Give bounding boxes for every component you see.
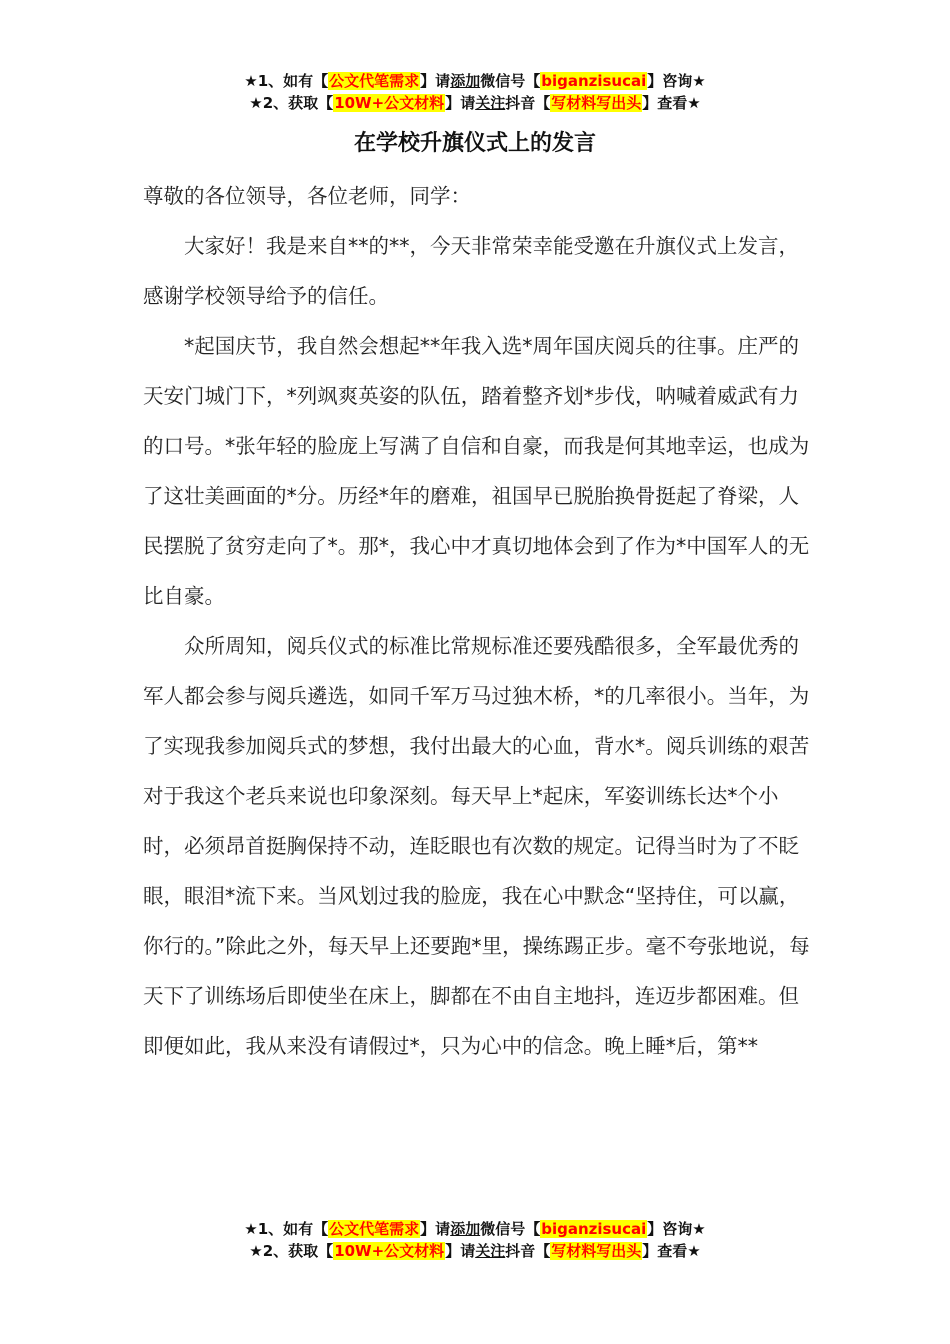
paragraph-3: 众所周知，阅兵仪式的标准比常规标准还要残酷很多，全军最优秀的军人都会参与阅兵遴选，如同千军万马过独木桥，*的几率很小。当年，为了实现我参加阅兵式的梦想，我付出最大的心血，背水*。阅兵训练的艰苦对于我这个老兵来说也印象深刻。每天早上*起床，军姿训练长达*个小时，必须昂首挺胸保持不动，连眨眼也有次数的规定。记得当时为了不眨眼，眼泪*流下来。当风划过我的脸庞，我在心中默念“坚持住，可以赢，你行的。”除此之外，每天早上还要跑*里，操练踢正步。毫不夸张地说，每天下了训练场后即使坐在床上，脚都在不由自主地抖，连迈步都困难。但即便如此，我从来没有请假过*，只为心中的信念。晚上睡*后，第** bbox=[143, 634, 810, 1058]
promo-highlight: 公文代笔需求 bbox=[329, 72, 420, 90]
promo-emphasis: 添加 bbox=[450, 72, 481, 90]
document-body bbox=[143, 171, 811, 1071]
promo-text: 】咨询★ bbox=[647, 72, 706, 90]
promo-text: 1、如有【 bbox=[257, 1220, 329, 1238]
star-icon: ★ bbox=[249, 1242, 263, 1260]
promo-line-2 bbox=[0, 92, 950, 114]
promo-text: 】查看★ bbox=[642, 1242, 701, 1260]
wechat-id: biganzisucai bbox=[541, 72, 647, 90]
salutation: 尊敬的各位领导，各位老师，同学： bbox=[143, 184, 471, 208]
promo-highlight: 10W+公文材料 bbox=[334, 1242, 445, 1260]
promo-emphasis: 关注 bbox=[475, 1242, 506, 1260]
promo-text: 抖音【 bbox=[505, 94, 551, 112]
promo-text: 】请 bbox=[445, 94, 476, 112]
promo-text: 】查看★ bbox=[642, 94, 701, 112]
paragraph-2: *起国庆节，我自然会想起**年我入选*周年国庆阅兵的往事。庄严的天安门城门下，*列飒爽英姿的队伍，踏着整齐划*步伐，呐喊着威武有力的口号。*张年轻的脸庞上写满了自信和自豪，而我是何其地幸运，也成为了这壮美画面的*分。历经*年的磨难，祖国早已脱胎换骨挺起了脊梁，人民摆脱了贫穷走向了*。那*，我心中才真切地体会到了作为*中国军人的无比自豪。 bbox=[143, 334, 810, 608]
promo-line-1 bbox=[0, 70, 950, 92]
promo-text: 2、获取【 bbox=[262, 94, 334, 112]
wechat-id: biganzisucai bbox=[541, 1220, 647, 1238]
paragraph-1: 大家好！我是来自**的**，今天非常荣幸能受邀在升旗仪式上发言，感谢学校领导给予的信任。 bbox=[143, 234, 799, 308]
promo-emphasis: 关注 bbox=[475, 94, 506, 112]
document-title: 在学校升旗仪式上的发言 bbox=[353, 131, 596, 156]
douyin-account: 写材料写出头 bbox=[551, 94, 642, 112]
promo-text: 】请 bbox=[420, 1220, 451, 1238]
promo-text: 1、如有【 bbox=[257, 72, 329, 90]
promo-emphasis: 添加 bbox=[450, 1220, 481, 1238]
star-icon: ★ bbox=[249, 94, 263, 112]
header-promo-banner bbox=[0, 70, 950, 114]
promo-text: 】咨询★ bbox=[647, 1220, 706, 1238]
promo-text: 抖音【 bbox=[505, 1242, 551, 1260]
promo-line-1 bbox=[0, 1218, 950, 1240]
promo-text: 微信号【 bbox=[480, 72, 541, 90]
star-icon: ★ bbox=[244, 1220, 258, 1238]
promo-line-2 bbox=[0, 1240, 950, 1262]
douyin-account: 写材料写出头 bbox=[551, 1242, 642, 1260]
promo-text: 】请 bbox=[445, 1242, 476, 1260]
promo-text: 2、获取【 bbox=[262, 1242, 334, 1260]
promo-text: 微信号【 bbox=[480, 1220, 541, 1238]
promo-highlight: 公文代笔需求 bbox=[329, 1220, 420, 1238]
promo-text: 】请 bbox=[420, 72, 451, 90]
star-icon: ★ bbox=[244, 72, 258, 90]
promo-highlight: 10W+公文材料 bbox=[334, 94, 445, 112]
footer-promo-banner bbox=[0, 1218, 950, 1262]
